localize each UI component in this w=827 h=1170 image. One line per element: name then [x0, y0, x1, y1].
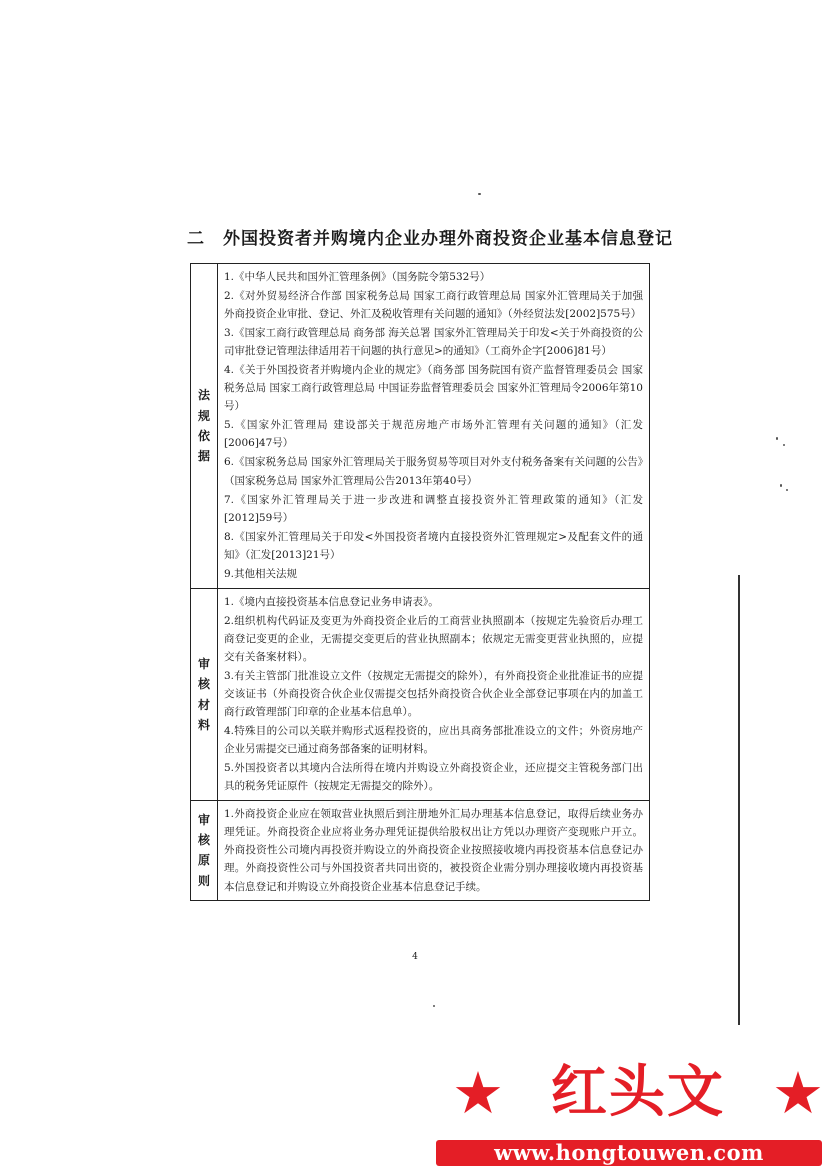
page-title: 二 外国投资者并购境内企业办理外商投资企业基本信息登记	[187, 229, 673, 249]
page-number: 4	[412, 952, 418, 962]
watermark-url: www.hongtouwen.com	[436, 1140, 822, 1166]
scan-speck	[433, 1005, 435, 1007]
review-material-item: 2.组织机构代码证及变更为外商投资企业后的工商营业执照副本（按规定先验资后办理工商登记变更的企业，无需提交变更后的营业执照副本；依规定无需变更营业执照的，应提交有关备案材料）。	[224, 614, 643, 663]
review-principles-content	[218, 801, 650, 900]
legal-basis-item: 6.《国家税务总局 国家外汇管理局关于服务贸易等项目对外支付税务备案有关问题的公告》（国家税务总局 国家外汇管理局公告2013年第40号）	[224, 456, 643, 487]
legal-basis-item: 2.《对外贸易经济合作部 国家税务总局 国家工商行政管理总局 国家外汇管理局关于加强外商投资企业审批、登记、外汇及税收管理有关问题的通知》（外经贸法发[2002]575号）	[224, 290, 643, 321]
review-principle-text: 1.外商投资企业应在领取营业执照后到注册地外汇局办理基本信息登记，取得后续业务办理凭证。外商投资企业应将业务办理凭证提供给股权出让方凭以办理资产变现账户开立。外商投资性公司境内再投资并购设立的外商投资企业按照接收境内再投资基本信息登记办理。外商投资性公司与外国投资者共同出资的，被投资企业需分别办理接收境内再投资基本信息登记和并购设立外商投资企业基本信息登记手续。	[224, 808, 643, 893]
star-icon: ★	[452, 1059, 504, 1127]
review-principles-row	[191, 801, 650, 900]
scan-speck	[776, 437, 778, 440]
review-material-item: 4.特殊目的公司以关联并购形式返程投资的，应出具商务部批准设立的文件；外资房地产企业另需提交已通过商务部备案的证明材料。	[224, 725, 643, 756]
legal-basis-item: 4.《关于外国投资者并购境内企业的规定》（商务部 国务院国有资产监督管理委员会 国家税务总局 国家工商行政管理总局 中国证券监督管理委员会 国家外汇管理局令2006年第10号）	[224, 364, 643, 413]
scan-speck	[783, 444, 785, 446]
scan-speck	[786, 489, 788, 491]
legal-basis-item: 7.《国家外汇管理局关于进一步改进和调整直接投资外汇管理政策的通知》（汇发[2012]59号）	[224, 493, 643, 524]
review-material-item: 1.《境内直接投资基本信息登记业务申请表》。	[224, 595, 439, 608]
legal-basis-item: 8.《国家外汇管理局关于印发<外国投资者境内直接投资外汇管理规定>及配套文件的通知》（汇发[2013]21号）	[224, 530, 643, 561]
legal-basis-label: 法 规 依 据	[191, 264, 218, 589]
legal-basis-item: 9.其他相关法规	[224, 567, 298, 580]
scan-edge-line	[738, 575, 740, 1025]
registration-table	[190, 263, 650, 901]
legal-basis-row	[191, 264, 650, 589]
star-icon: ★	[772, 1059, 824, 1127]
legal-basis-content	[218, 264, 650, 589]
legal-basis-item: 5.《国家外汇管理局 建设部关于规范房地产市场外汇管理有关问题的通知》（汇发[2006]47号）	[224, 419, 643, 450]
review-material-item: 3.有关主管部门批准设立文件（按规定无需提交的除外），有外商投资企业批准证书的应提交该证书（外商投资合伙企业仅需提交包括外商投资合伙企业全部登记事项在内的加盖工商行政管理部门印章的企业基本信息单）。	[224, 669, 643, 719]
watermark	[430, 1040, 827, 1170]
review-principles-label: 审 核 原 则	[191, 801, 218, 900]
scan-speck	[478, 193, 481, 195]
review-material-item: 5.外国投资者以其境内合法所得在境内并购设立外商投资企业，还应提交主管税务部门出具的税务凭证原件（按规定无需提交的除外）。	[224, 762, 643, 793]
watermark-brand: 红头文	[551, 1060, 725, 1125]
legal-basis-item: 3.《国家工商行政管理总局 商务部 海关总署 国家外汇管理局关于印发<关于外商投资的公司审批登记管理法律适用若干问题的执行意见>的通知》（工商外企字[2006]81号）	[224, 327, 643, 358]
legal-basis-item: 1.《中华人民共和国外汇管理条例》（国务院令第532号）	[224, 271, 491, 283]
review-materials-content	[218, 588, 650, 801]
review-materials-label: 审 核 材 料	[191, 588, 218, 801]
scan-speck	[780, 484, 782, 487]
review-materials-row	[191, 588, 650, 801]
